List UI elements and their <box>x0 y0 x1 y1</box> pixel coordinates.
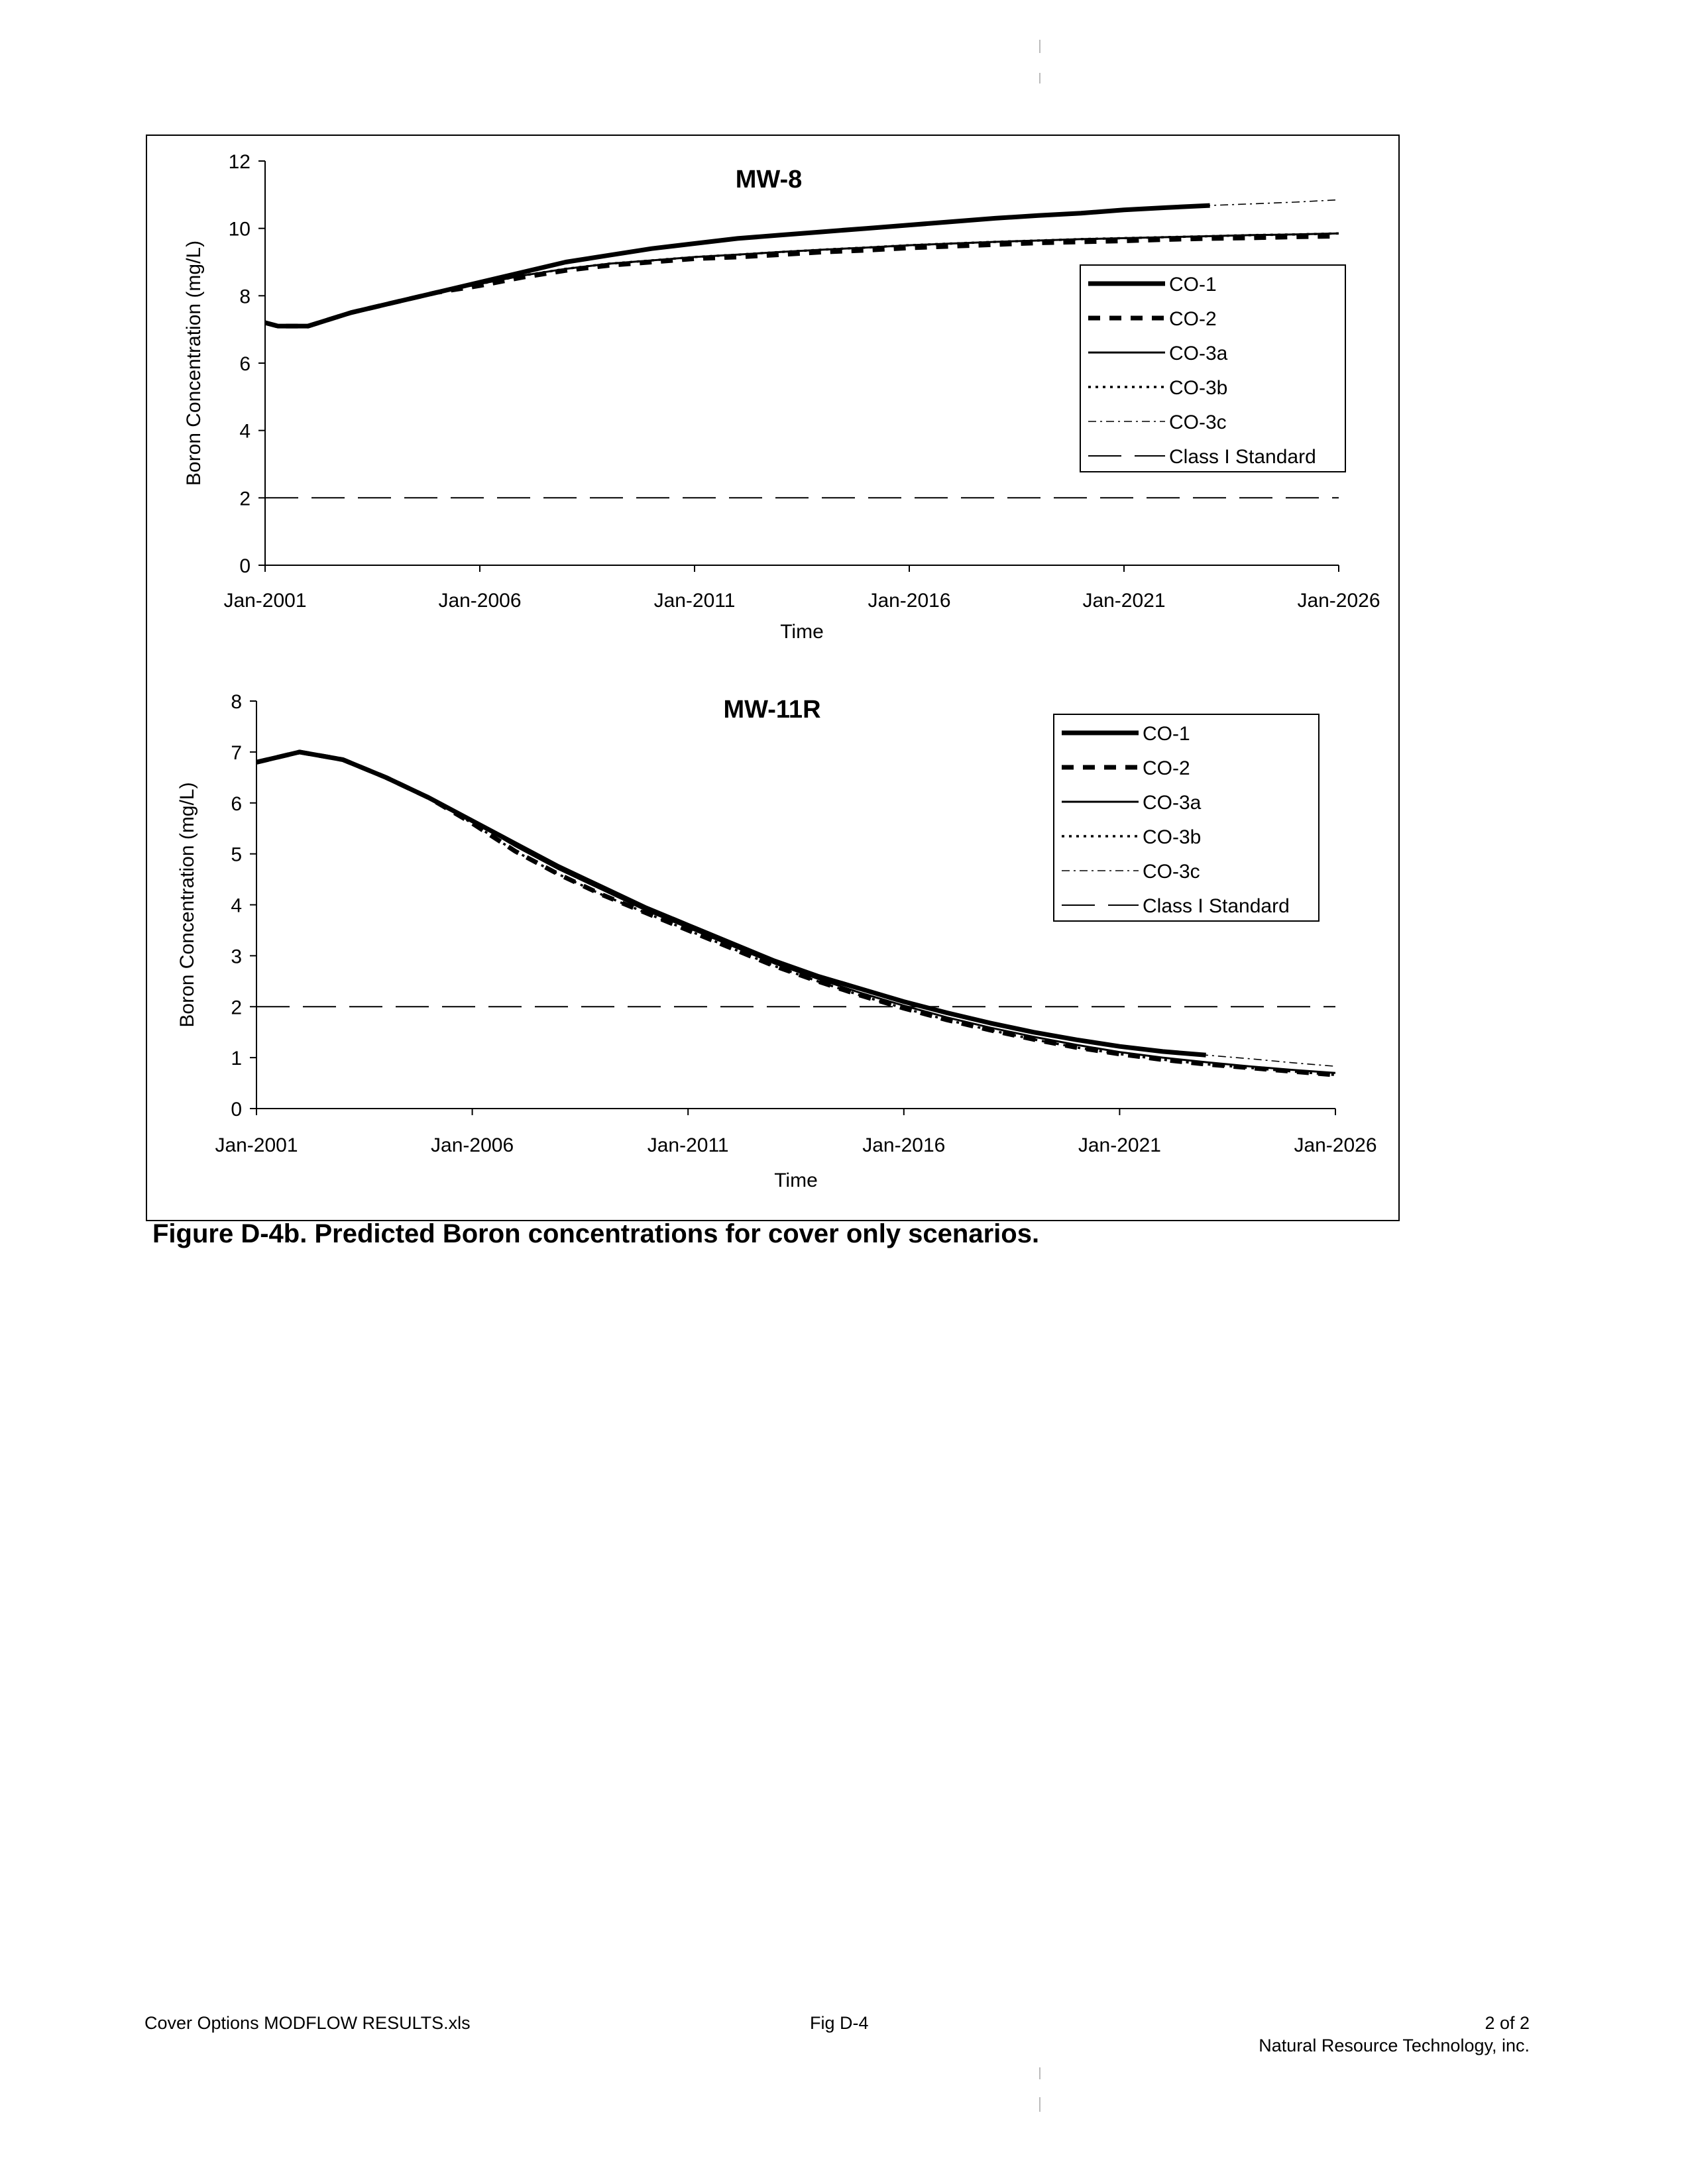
legend-label: Class I Standard <box>1169 446 1316 468</box>
y-tick-label: 2 <box>231 997 242 1019</box>
legend-label: CO-1 <box>1143 723 1190 745</box>
x-tick-label: Jan-2016 <box>862 1134 946 1156</box>
legend-label: CO-1 <box>1169 274 1217 296</box>
footer-filename: Cover Options MODFLOW RESULTS.xls <box>144 2013 471 2033</box>
scan-artifact <box>1039 73 1040 83</box>
legend-box <box>1054 714 1319 921</box>
legend-label: CO-3a <box>1143 792 1202 814</box>
y-tick-label: 4 <box>231 895 242 917</box>
y-tick-label: 5 <box>231 844 242 866</box>
y-tick-label: 6 <box>239 353 251 375</box>
x-tick-label: Jan-2021 <box>1078 1134 1161 1156</box>
y-tick-label: 1 <box>231 1048 242 1070</box>
footer-right-block <box>1259 2012 1530 2057</box>
legend-label: CO-3c <box>1169 411 1227 433</box>
legend-label: Class I Standard <box>1143 895 1290 917</box>
scan-artifact <box>1039 40 1040 53</box>
y-tick-label: 0 <box>239 555 251 577</box>
x-tick-label: Jan-2011 <box>647 1134 729 1156</box>
figure-caption: Figure D-4b. Predicted Boron concentrations for cover only scenarios. <box>152 1219 1040 1248</box>
x-tick-label: Jan-2001 <box>223 590 307 612</box>
x-tick-label: Jan-2026 <box>1294 1134 1377 1156</box>
chart-mw11r-svg <box>146 678 1400 1221</box>
footer-company: Natural Resource Technology, inc. <box>1259 2036 1530 2055</box>
chart-title: MW-8 <box>735 166 803 193</box>
y-axis-title: Boron Concentration (mg/L) <box>176 782 198 1028</box>
x-axis-title: Time <box>774 1170 818 1191</box>
y-tick-label: 12 <box>228 151 251 173</box>
chart-mw8 <box>146 135 1400 678</box>
y-axis-title: Boron Concentration (mg/L) <box>183 240 205 486</box>
y-tick-label: 0 <box>231 1099 242 1120</box>
legend-label: CO-3b <box>1143 826 1202 848</box>
footer-page-number: 2 of 2 <box>1485 2013 1530 2033</box>
legend-box <box>1080 265 1345 472</box>
x-tick-label: Jan-2006 <box>431 1134 514 1156</box>
x-tick-label: Jan-2006 <box>438 590 522 612</box>
y-tick-label: 2 <box>239 488 251 510</box>
scan-artifact <box>1039 2067 1040 2079</box>
x-tick-label: Jan-2016 <box>868 590 951 612</box>
series-line-co-1 <box>265 205 1210 326</box>
x-axis-title: Time <box>780 621 824 643</box>
x-tick-label: Jan-2026 <box>1297 590 1380 612</box>
scan-artifact <box>1039 2097 1040 2112</box>
y-tick-label: 6 <box>231 792 242 815</box>
chart-title: MW-11R <box>723 696 821 724</box>
x-tick-label: Jan-2001 <box>215 1134 298 1156</box>
legend-label: CO-3c <box>1143 861 1200 883</box>
y-tick-label: 10 <box>228 218 251 241</box>
y-tick-label: 8 <box>231 691 242 713</box>
legend-label: CO-3a <box>1169 343 1228 364</box>
x-tick-label: Jan-2021 <box>1082 590 1166 612</box>
y-tick-label: 7 <box>231 741 242 764</box>
chart-mw11r <box>146 678 1400 1221</box>
footer-figure-ref: Fig D-4 <box>810 2013 869 2033</box>
y-tick-label: 8 <box>239 286 251 308</box>
x-tick-label: Jan-2011 <box>653 590 736 612</box>
legend-label: CO-3b <box>1169 377 1228 399</box>
y-tick-label: 4 <box>239 420 251 443</box>
legend-label: CO-2 <box>1143 757 1190 779</box>
legend-label: CO-2 <box>1169 308 1217 330</box>
y-tick-label: 3 <box>231 946 242 968</box>
chart-mw8-svg <box>146 135 1400 678</box>
